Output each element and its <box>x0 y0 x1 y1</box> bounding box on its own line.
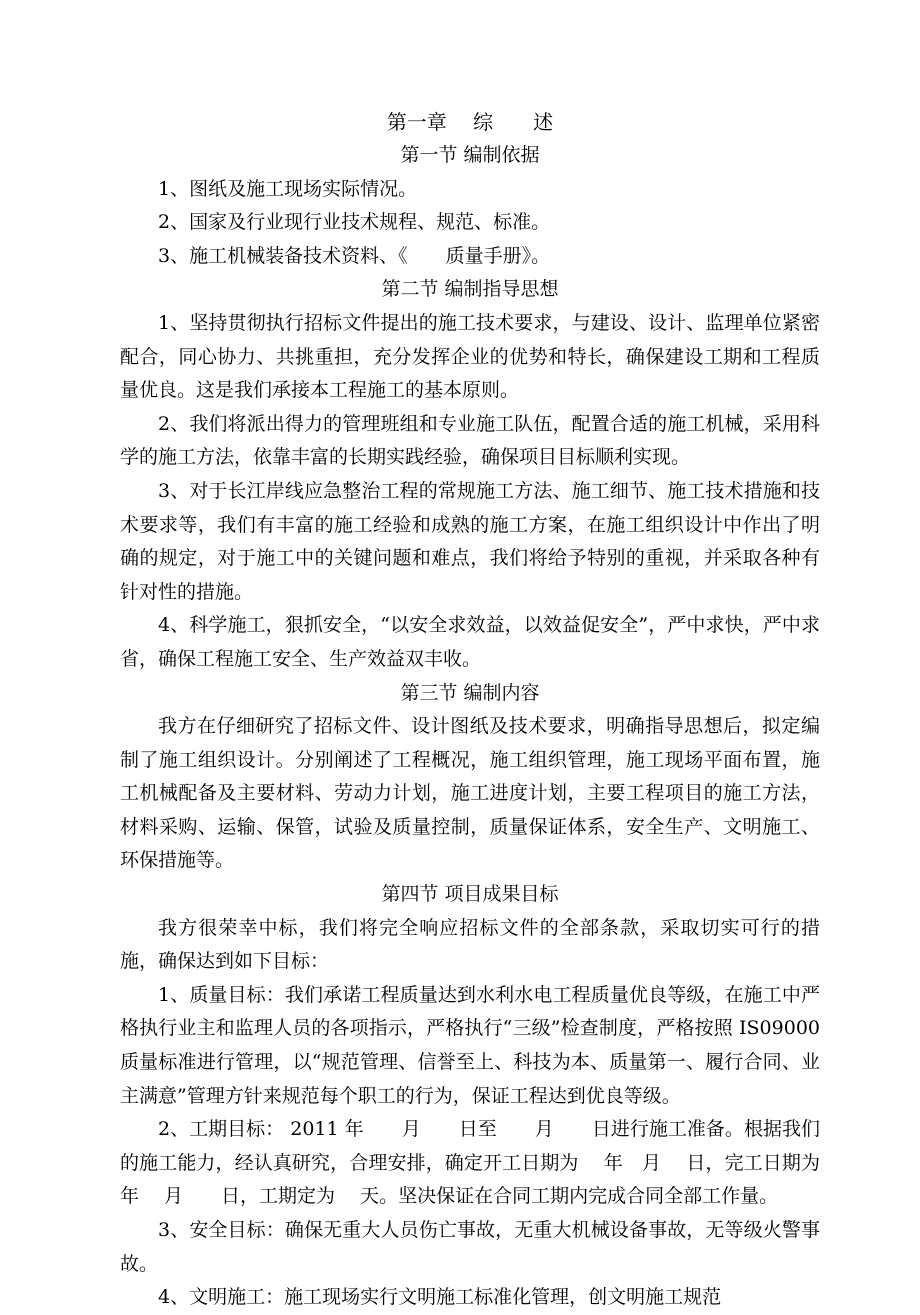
chapter-title: 第一章 综 述 <box>386 110 554 134</box>
paragraph: 我方在仔细研究了招标文件、设计图纸及技术要求，明确指导思想后，拟定编制了施工组织设计。分别阐述了工程概况，施工组织管理，施工现场平面布置，施工机械配备及主要材料、劳动力计划，施工进度计划，主要工程项目的施工方法，材料采购、运输、保管，试验及质量控制，质量保证体系，安全生产、文明施工、环保措施等。 <box>120 715 820 872</box>
paragraph: 2、工期目标： 2011 年 月 日至 月 日进行施工准备。根据我们的施工能力，经认真研究，合理安排，确定开工日期为 年 月 日，完工日期为 年 月 日，工期定为 天。坚决保证在合同工期内完成合同全部工作量。 <box>120 1118 859 1208</box>
paragraph: 1、质量目标：我们承诺工程质量达到水利水电工程质量优良等级，在施工中严格执行业主和监理人员的各项指示，严格执行“三级”检查制度，严格按照 IS09000 质量标准进行管理，以“规范管理、信誉至上、科技为本、质量第一、履行合同、业主满意”管理方针来规范每个职工的行为，保证工程达到优良等级。 <box>120 983 827 1107</box>
paragraph: 4、文明施工：施工现场实行文明施工标准化管理，创文明施工规范 <box>158 1286 722 1309</box>
section-title: 第二节 编制指导思想 <box>381 278 559 301</box>
paragraph: 1、坚持贯彻执行招标文件提出的施工技术要求，与建设、设计、监理单位紧密配合，同心协力、共挑重担，充分发挥企业的优势和特长，确保建设工期和工程质量优良。这是我们承接本工程施工的基本原则。 <box>120 311 820 402</box>
paragraph: 4、科学施工，狠抓安全，“以安全求效益，以效益促安全”，严中求快，严中求省，确保工程施工安全、生产效益双丰收。 <box>120 614 820 670</box>
paragraph: 3、施工机械装备技术资料、《 质量手册》。 <box>158 244 551 267</box>
section-title: 第四节 项目成果目标 <box>381 883 559 906</box>
section-title: 第一节 编制依据 <box>400 144 540 166</box>
paragraph: 2、我们将派出得力的管理班组和专业施工队伍，配置合适的施工机械，采用科学的施工方法，依靠丰富的长期实践经验，确保项目目标顺利实现。 <box>120 412 820 469</box>
paragraph: 3、安全目标：确保无重大人员伤亡事故，无重大机械设备事故，无等级火警事故。 <box>120 1219 820 1275</box>
paragraph: 2、国家及行业现行业技术规程、规范、标准。 <box>158 211 551 234</box>
section-title: 第三节 编制内容 <box>400 681 540 704</box>
paragraph: 我方很荣幸中标，我们将完全响应招标文件的全部条款，采取切实可行的措施，确保达到如下目标： <box>120 916 820 973</box>
paragraph: 3、对于长江岸线应急整治工程的常规施工方法、施工细节、施工技术措施和技术要求等，我们有丰富的施工经验和成熟的施工方案，在施工组织设计中作出了明确的规定，对于施工中的关键问题和难点，我们将给予特别的重视，并采取各种有针对性的措施。 <box>120 479 820 603</box>
paragraph: 1、图纸及施工现场实际情况。 <box>158 177 418 200</box>
